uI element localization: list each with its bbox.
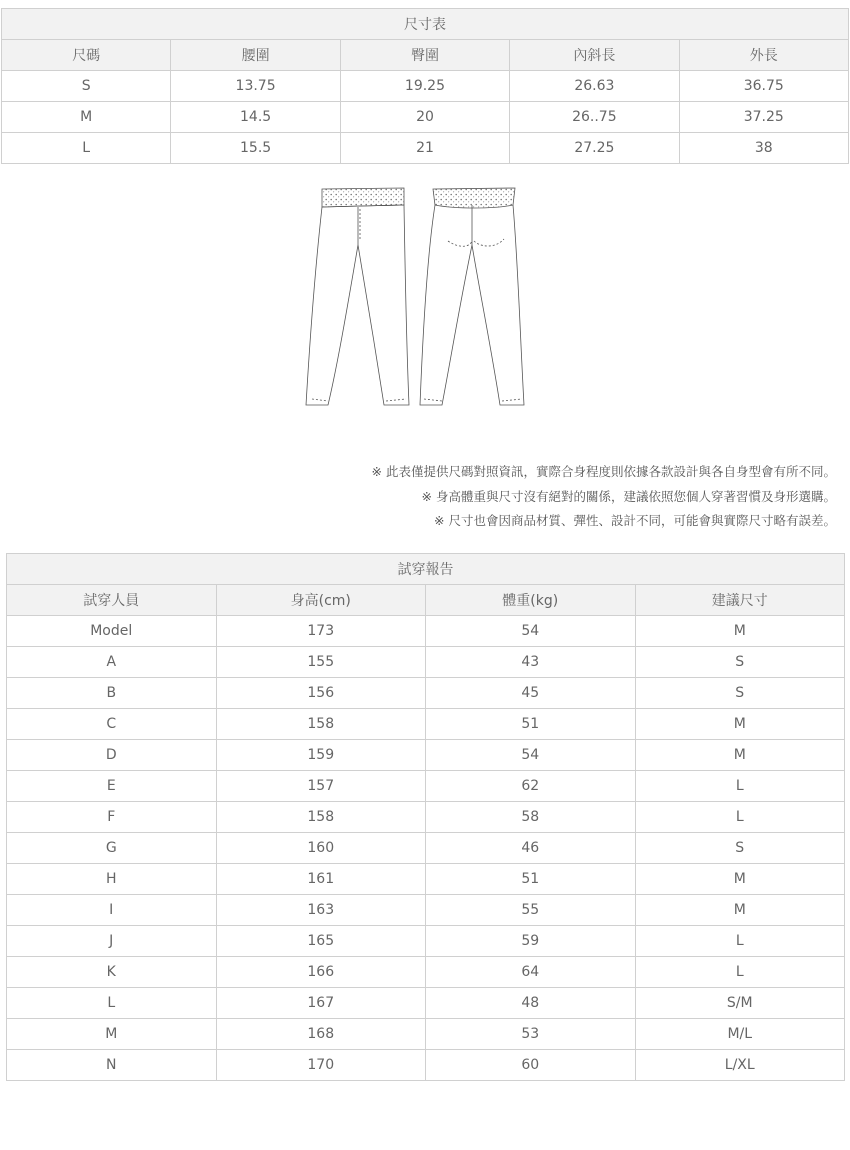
table-cell: 156: [216, 678, 426, 709]
table-cell: 26.63: [510, 71, 679, 102]
table-cell: M/L: [635, 1019, 845, 1050]
table-cell: 159: [216, 740, 426, 771]
fit-header-weight: 體重(kg): [426, 585, 636, 616]
table-cell: 55: [426, 895, 636, 926]
table-cell: 173: [216, 616, 426, 647]
note-line: ※ 身高體重與尺寸沒有絕對的關係，建議依照您個人穿著習慣及身形選購。: [421, 488, 836, 504]
table-cell: 167: [216, 988, 426, 1019]
table-cell: F: [7, 802, 217, 833]
table-cell: L: [635, 926, 845, 957]
fit-header-tester: 試穿人員: [7, 585, 217, 616]
table-cell: M: [635, 895, 845, 926]
fit-table-title: 試穿報告: [7, 554, 845, 585]
table-cell: 155: [216, 647, 426, 678]
table-cell: M: [635, 864, 845, 895]
table-cell: L: [2, 133, 171, 164]
table-cell: 51: [426, 709, 636, 740]
table-row: [2, 133, 849, 164]
table-cell: S: [635, 833, 845, 864]
table-cell: 19.25: [340, 71, 509, 102]
table-cell: L: [635, 957, 845, 988]
note-line: ※ 此表僅提供尺碼對照資訊，實際合身程度則依據各款設計與各自身型會有所不同。: [371, 464, 836, 479]
table-cell: 161: [216, 864, 426, 895]
table-cell: 60: [426, 1050, 636, 1081]
size-header-size: 尺碼: [2, 40, 171, 71]
table-cell: G: [7, 833, 217, 864]
table-cell: Model: [7, 616, 217, 647]
table-cell: 54: [426, 740, 636, 771]
table-cell: M: [2, 102, 171, 133]
table-cell: 166: [216, 957, 426, 988]
table-cell: 46: [426, 833, 636, 864]
table-cell: 157: [216, 771, 426, 802]
table-row: [2, 102, 849, 133]
table-row: [7, 678, 845, 709]
size-table: [1, 8, 849, 164]
table-cell: 158: [216, 709, 426, 740]
table-row: [7, 864, 845, 895]
table-cell: L: [635, 771, 845, 802]
table-row: [7, 647, 845, 678]
table-cell: 170: [216, 1050, 426, 1081]
table-row: [2, 71, 849, 102]
pants-back-view: [420, 188, 524, 405]
table-cell: 43: [426, 647, 636, 678]
table-cell: L/XL: [635, 1050, 845, 1081]
table-row: [7, 616, 845, 647]
size-header-outseam: 外長: [679, 40, 848, 71]
table-row: [7, 709, 845, 740]
table-cell: 158: [216, 802, 426, 833]
table-row: [7, 895, 845, 926]
table-cell: S: [2, 71, 171, 102]
table-cell: 20: [340, 102, 509, 133]
table-cell: 62: [426, 771, 636, 802]
table-cell: D: [7, 740, 217, 771]
table-cell: 59: [426, 926, 636, 957]
table-cell: N: [7, 1050, 217, 1081]
table-cell: 64: [426, 957, 636, 988]
table-cell: B: [7, 678, 217, 709]
table-row: [7, 740, 845, 771]
table-cell: 53: [426, 1019, 636, 1050]
table-row: [7, 988, 845, 1019]
table-cell: 54: [426, 616, 636, 647]
table-row: [7, 1019, 845, 1050]
table-cell: 165: [216, 926, 426, 957]
table-cell: 27.25: [510, 133, 679, 164]
table-cell: 45: [426, 678, 636, 709]
size-header-inseam: 內斜長: [510, 40, 679, 71]
table-cell: 58: [426, 802, 636, 833]
table-cell: J: [7, 926, 217, 957]
table-cell: K: [7, 957, 217, 988]
table-cell: I: [7, 895, 217, 926]
table-cell: 163: [216, 895, 426, 926]
table-cell: 48: [426, 988, 636, 1019]
table-cell: H: [7, 864, 217, 895]
table-row: [7, 802, 845, 833]
table-row: [7, 833, 845, 864]
table-row: [7, 771, 845, 802]
size-table-title: 尺寸表: [2, 9, 849, 40]
table-cell: 36.75: [679, 71, 848, 102]
table-cell: E: [7, 771, 217, 802]
table-cell: 15.5: [171, 133, 340, 164]
table-cell: 21: [340, 133, 509, 164]
table-cell: L: [7, 988, 217, 1019]
table-cell: M: [7, 1019, 217, 1050]
table-cell: 168: [216, 1019, 426, 1050]
table-cell: C: [7, 709, 217, 740]
size-header-waist: 腰圍: [171, 40, 340, 71]
table-cell: 160: [216, 833, 426, 864]
pants-sketch-illustration: [300, 183, 535, 411]
table-cell: 37.25: [679, 102, 848, 133]
table-row: [7, 957, 845, 988]
table-cell: M: [635, 740, 845, 771]
table-cell: M: [635, 616, 845, 647]
table-cell: 51: [426, 864, 636, 895]
table-cell: 13.75: [171, 71, 340, 102]
table-cell: A: [7, 647, 217, 678]
table-row: [7, 1050, 845, 1081]
disclaimer-notes: [372, 460, 836, 534]
fit-header-recommended-size: 建議尺寸: [635, 585, 845, 616]
table-cell: M: [635, 709, 845, 740]
table-cell: S: [635, 678, 845, 709]
table-cell: 38: [679, 133, 848, 164]
table-cell: S: [635, 647, 845, 678]
table-cell: S/M: [635, 988, 845, 1019]
table-row: [7, 926, 845, 957]
table-cell: 14.5: [171, 102, 340, 133]
table-cell: 26..75: [510, 102, 679, 133]
pants-front-view: [306, 188, 409, 405]
table-cell: L: [635, 802, 845, 833]
size-header-hip: 臀圍: [340, 40, 509, 71]
fit-header-height: 身高(cm): [216, 585, 426, 616]
fit-report-table: [6, 553, 845, 1081]
note-line: ※ 尺寸也會因商品材質、彈性、設計不同，可能會與實際尺寸略有誤差。: [434, 513, 836, 528]
